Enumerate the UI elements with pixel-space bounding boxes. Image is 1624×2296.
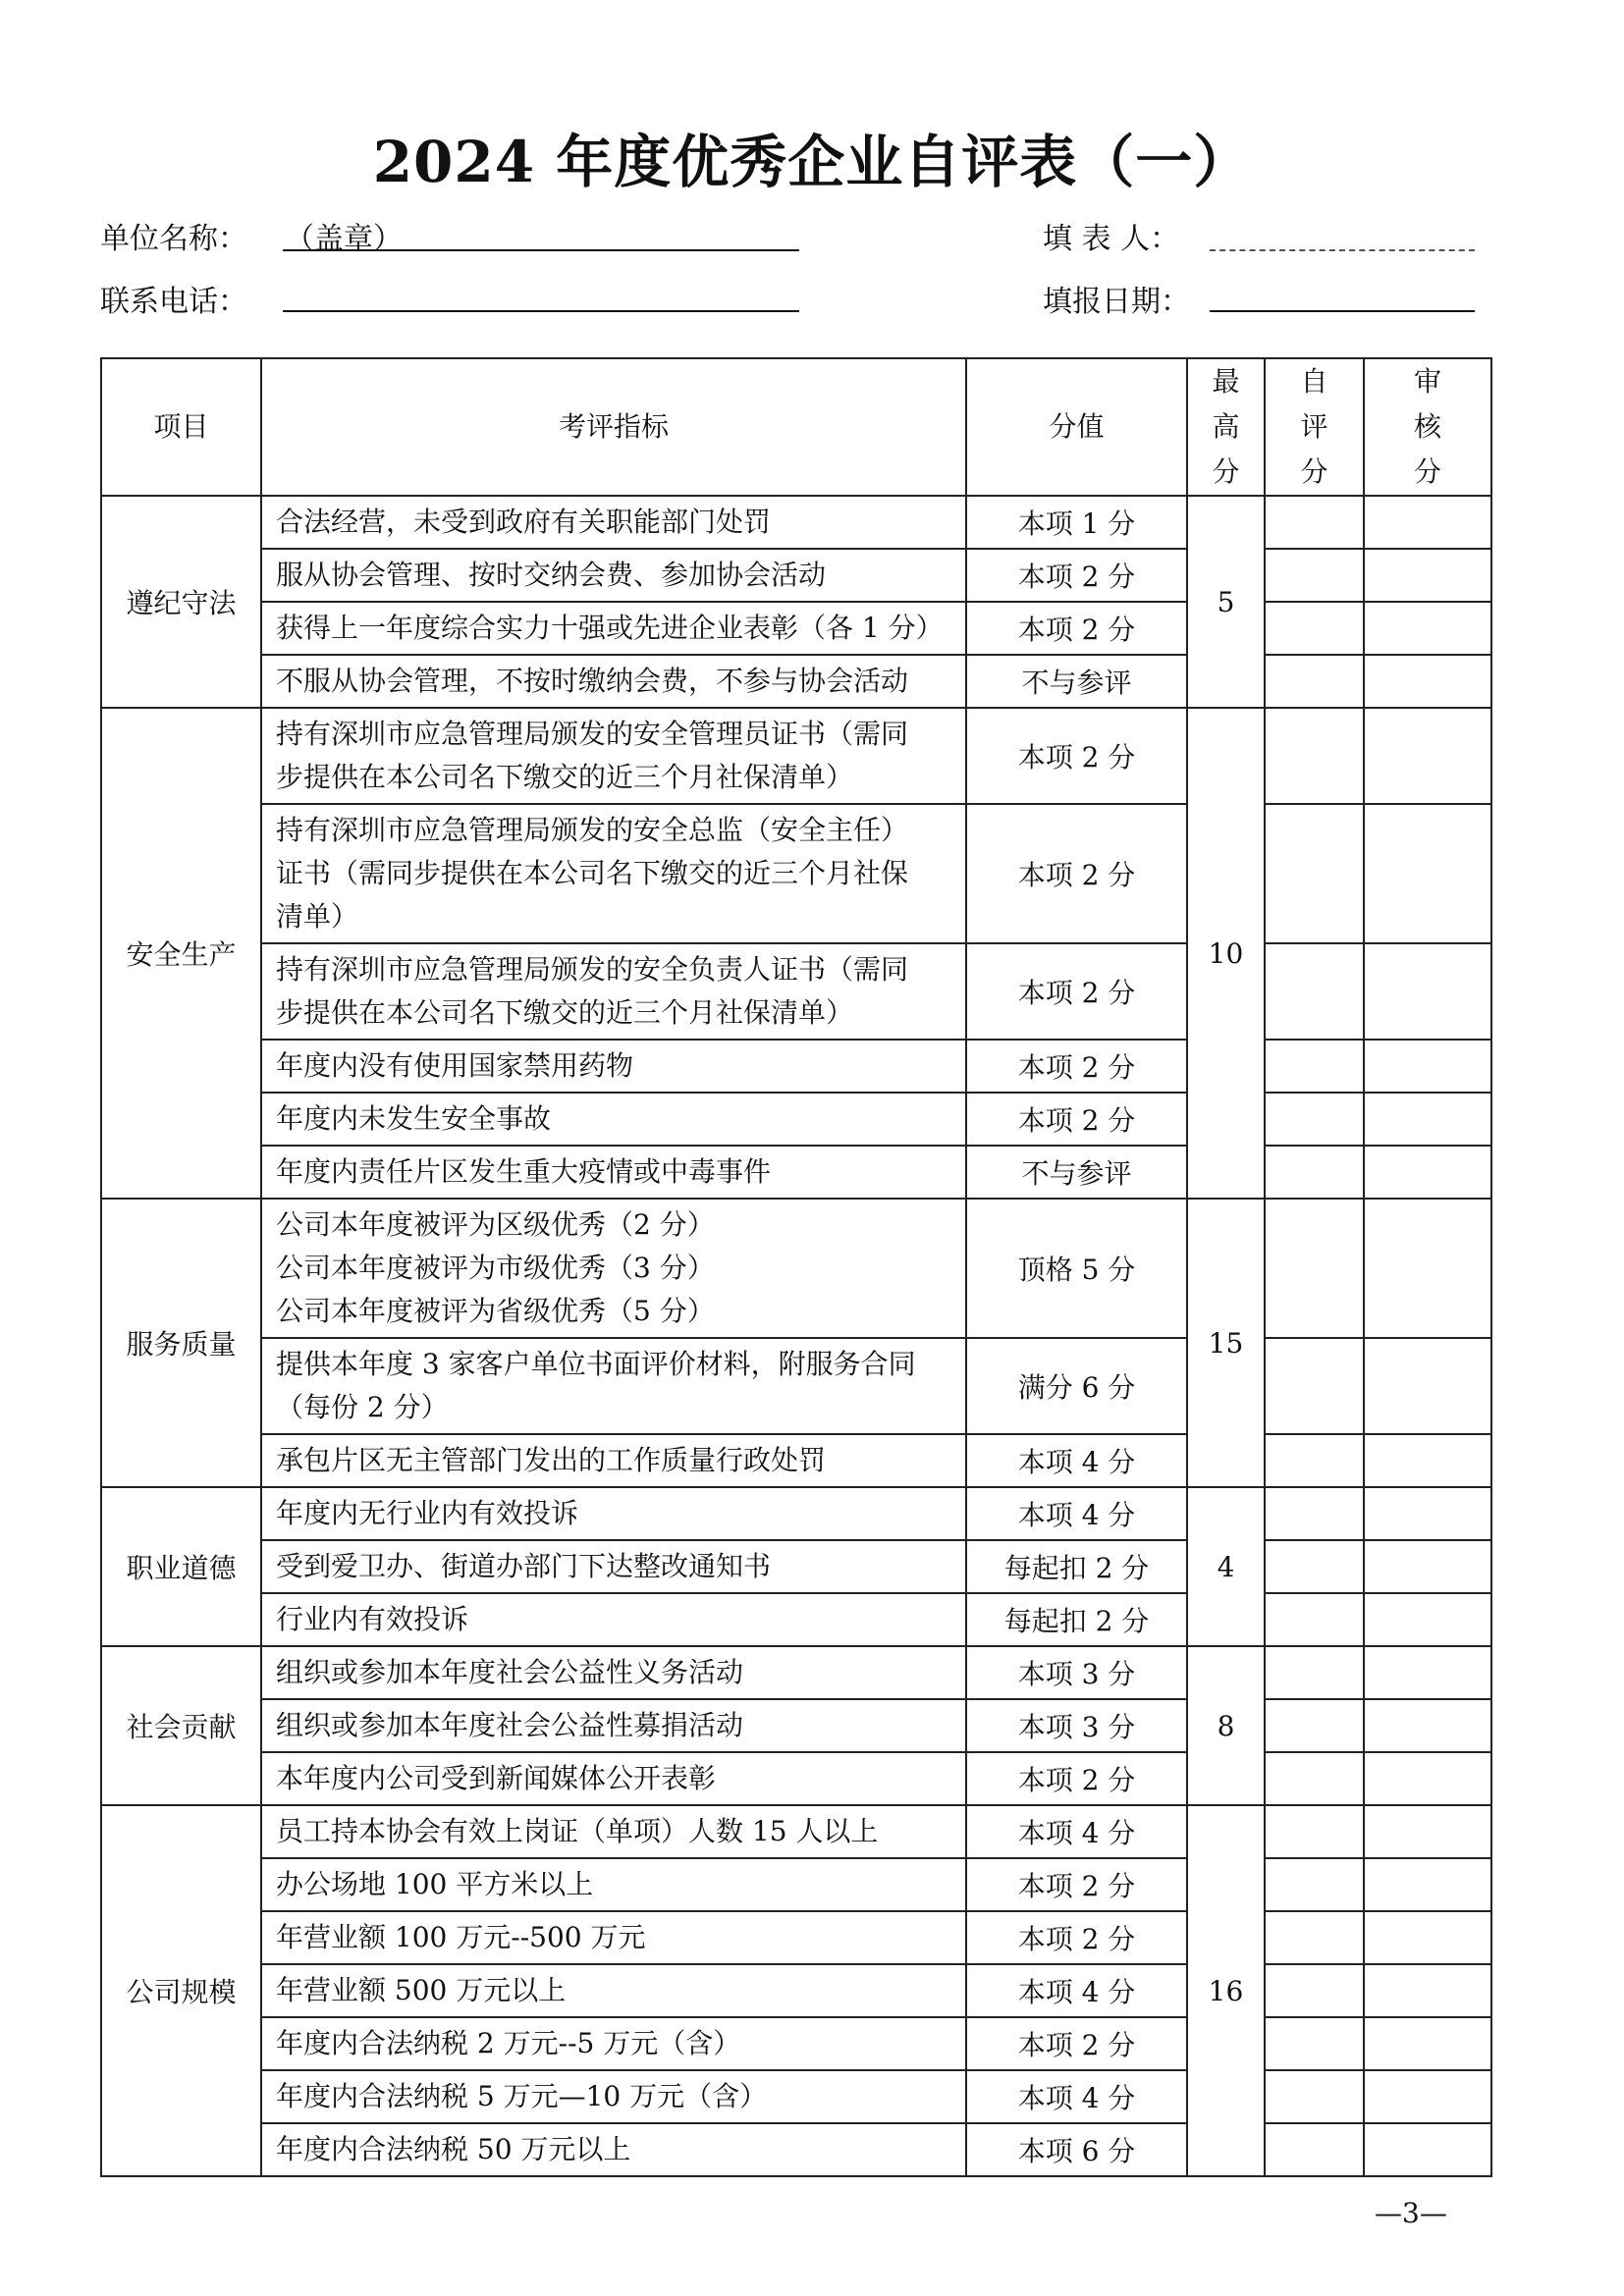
table-row [101,1699,1491,1752]
indicator-cell [261,1199,966,1338]
score-cell: 本项 2 分 [966,1911,1187,1964]
review-score-input[interactable] [1364,1646,1491,1699]
self-score-input[interactable] [1265,602,1364,655]
indicator-line: 服从协会管理、按时交纳会费、参加协会活动 [276,559,827,591]
indicator-line: 证书（需同步提供在本公司名下缴交的近三个月社保 [276,857,909,889]
review-score-input[interactable] [1364,2123,1491,2176]
table-row [101,549,1491,602]
phone-field[interactable] [283,310,799,312]
indicator-cell [261,655,966,708]
score-cell: 本项 2 分 [966,2017,1187,2070]
self-score-input[interactable] [1265,2017,1364,2070]
table-row [101,1093,1491,1146]
indicator-line: 持有深圳市应急管理局颁发的安全总监（安全主任） [276,814,909,846]
self-score-input[interactable] [1265,1805,1364,1858]
score-cell: 每起扣 2 分 [966,1593,1187,1646]
unit-name-label: 单位名称： [100,222,247,256]
table-row [101,1752,1491,1805]
score-cell: 本项 3 分 [966,1646,1187,1699]
stamp-note: （盖章） [285,222,403,256]
indicator-line: 年度内责任片区发生重大疫情或中毒事件 [276,1155,772,1188]
indicator-line: 承包片区无主管部门发出的工作质量行政处罚 [276,1444,827,1476]
review-score-input[interactable] [1364,2017,1491,2070]
self-score-input[interactable] [1265,1858,1364,1911]
self-score-input[interactable] [1265,655,1364,708]
indicator-line: 合法经营，未受到政府有关职能部门处罚 [276,506,772,538]
indicator-line: 公司本年度被评为区级优秀（2 分） [276,1208,715,1241]
review-score-input[interactable] [1364,1434,1491,1487]
self-score-input[interactable] [1265,1699,1364,1752]
section-name: 遵纪守法 [101,496,261,708]
self-score-input[interactable] [1265,1146,1364,1199]
self-score-input[interactable] [1265,549,1364,602]
indicator-cell [261,1593,966,1646]
self-score-input[interactable] [1265,708,1364,804]
indicator-line: 持有深圳市应急管理局颁发的安全管理员证书（需同 [276,718,909,750]
table-body [101,496,1491,2176]
filler-label: 填 表 人： [1043,222,1180,256]
indicator-line: 受到爱卫办、街道办部门下达整改通知书 [276,1550,772,1582]
section-name: 安全生产 [101,708,261,1199]
table-row [101,655,1491,708]
indicator-line: 清单） [276,900,359,933]
self-score-input[interactable] [1265,1338,1364,1434]
review-score-input[interactable] [1364,804,1491,943]
self-score-input[interactable] [1265,1646,1364,1699]
date-label: 填报日期： [1043,285,1190,319]
self-score-input[interactable] [1265,1752,1364,1805]
indicator-cell [261,496,966,549]
self-score-input[interactable] [1265,1540,1364,1593]
section-name: 服务质量 [101,1199,261,1487]
review-score-input[interactable] [1364,1699,1491,1752]
review-score-input[interactable] [1364,1752,1491,1805]
indicator-line: 步提供在本公司名下缴交的近三个月社保清单） [276,761,854,793]
score-cell: 本项 4 分 [966,1434,1187,1487]
self-score-input[interactable] [1265,1487,1364,1540]
col-item-header: 项目 [101,358,261,496]
table-row [101,602,1491,655]
indicator-cell [261,1093,966,1146]
review-score-input[interactable] [1364,1338,1491,1434]
score-cell: 本项 2 分 [966,804,1187,943]
indicator-line: 公司本年度被评为市级优秀（3 分） [276,1252,715,1284]
table-row [101,804,1491,943]
self-score-input[interactable] [1265,2123,1364,2176]
table-row [101,1805,1491,1858]
score-cell: 本项 6 分 [966,2123,1187,2176]
indicator-cell [261,1040,966,1093]
table-row [101,1911,1491,1964]
score-cell: 本项 3 分 [966,1699,1187,1752]
page-title: 2024 年度优秀企业自评表（一） [372,129,1252,195]
indicator-cell [261,602,966,655]
table-row [101,1646,1491,1699]
indicator-line: （每份 2 分） [276,1391,449,1423]
indicator-line: 组织或参加本年度社会公益性义务活动 [276,1656,744,1688]
self-score-input[interactable] [1265,1040,1364,1093]
table-row [101,1593,1491,1646]
indicator-cell [261,549,966,602]
self-score-input[interactable] [1265,943,1364,1040]
indicator-cell [261,1487,966,1540]
review-score-input[interactable] [1364,602,1491,655]
score-cell: 本项 2 分 [966,943,1187,1040]
table-row [101,2017,1491,2070]
col-self-header: 自 评 分 [1265,358,1364,496]
indicator-cell [261,2070,966,2123]
indicator-cell [261,2017,966,2070]
table-row [101,1964,1491,2017]
indicator-cell [261,1540,966,1593]
score-cell: 本项 2 分 [966,1040,1187,1093]
score-cell: 不与参评 [966,1146,1187,1199]
table-row [101,1487,1491,1540]
indicator-cell [261,943,966,1040]
indicator-cell [261,1434,966,1487]
indicator-line: 年度内没有使用国家禁用药物 [276,1049,634,1082]
review-score-input[interactable] [1364,1805,1491,1858]
score-cell: 本项 2 分 [966,1093,1187,1146]
review-score-input[interactable] [1364,708,1491,804]
indicator-cell [261,1858,966,1911]
review-score-input[interactable] [1364,1540,1491,1593]
indicator-line: 公司本年度被评为省级优秀（5 分） [276,1295,715,1327]
indicator-line: 年营业额 500 万元以上 [276,1974,567,2006]
review-score-input[interactable] [1364,496,1491,549]
max-score-cell: 15 [1187,1199,1265,1487]
indicator-cell [261,1964,966,2017]
self-score-input[interactable] [1265,1593,1364,1646]
section-name: 职业道德 [101,1487,261,1646]
indicator-line: 提供本年度 3 家客户单位书面评价材料，附服务合同 [276,1348,916,1380]
review-score-input[interactable] [1364,1593,1491,1646]
indicator-line: 组织或参加本年度社会公益性募捐活动 [276,1709,744,1741]
indicator-line: 年度内未发生安全事故 [276,1102,552,1135]
self-score-input[interactable] [1265,2070,1364,2123]
section-name: 公司规模 [101,1805,261,2176]
evaluation-table [100,357,1492,2177]
self-score-input[interactable] [1265,496,1364,549]
review-score-input[interactable] [1364,1199,1491,1338]
self-score-input[interactable] [1265,1964,1364,2017]
col-max-header: 最 高 分 [1187,358,1265,496]
max-score-cell: 16 [1187,1805,1265,2176]
col-indicator-header: 考评指标 [261,358,966,496]
indicator-line: 步提供在本公司名下缴交的近三个月社保清单） [276,996,854,1029]
review-score-input[interactable] [1364,1487,1491,1540]
table-row [101,2123,1491,2176]
review-score-input[interactable] [1364,1858,1491,1911]
table-row [101,1540,1491,1593]
indicator-cell [261,1146,966,1199]
indicator-line: 员工持本协会有效上岗证（单项）人数 15 人以上 [276,1815,879,1847]
indicator-cell [261,804,966,943]
page-number: —3— [1375,2197,1447,2229]
table-row [101,1146,1491,1199]
review-score-input[interactable] [1364,549,1491,602]
indicator-line: 年度内合法纳税 5 万元—10 万元（含） [276,2080,768,2112]
score-cell: 满分 6 分 [966,1338,1187,1434]
score-cell: 本项 4 分 [966,1964,1187,2017]
indicator-line: 年度内无行业内有效投诉 [276,1497,579,1529]
table-row [101,496,1491,549]
max-score-cell: 4 [1187,1487,1265,1646]
score-cell: 本项 1 分 [966,496,1187,549]
indicator-cell [261,1646,966,1699]
review-score-input[interactable] [1364,1964,1491,2017]
indicator-line: 年度内合法纳税 2 万元--5 万元（含） [276,2027,741,2059]
review-score-input[interactable] [1364,1911,1491,1964]
indicator-cell [261,2123,966,2176]
score-cell: 本项 2 分 [966,602,1187,655]
indicator-line: 本年度内公司受到新闻媒体公开表彰 [276,1762,717,1794]
score-cell: 本项 2 分 [966,1858,1187,1911]
phone-label: 联系电话： [100,285,247,319]
indicator-line: 行业内有效投诉 [276,1603,469,1635]
review-score-input[interactable] [1364,2070,1491,2123]
indicator-line: 不服从协会管理，不按时缴纳会费，不参与协会活动 [276,665,909,697]
table-row [101,1199,1491,1338]
self-score-input[interactable] [1265,1093,1364,1146]
indicator-cell [261,1752,966,1805]
score-cell: 不与参评 [966,655,1187,708]
max-score-cell: 8 [1187,1646,1265,1805]
indicator-line: 办公场地 100 平方米以上 [276,1868,594,1900]
self-score-input[interactable] [1265,1911,1364,1964]
indicator-line: 持有深圳市应急管理局颁发的安全负责人证书（需同 [276,953,909,986]
table-row [101,2070,1491,2123]
col-score-header: 分值 [966,358,1187,496]
score-cell: 本项 2 分 [966,708,1187,804]
date-field[interactable] [1210,310,1475,312]
table-row [101,1858,1491,1911]
table-row [101,1434,1491,1487]
indicator-line: 年营业额 100 万元--500 万元 [276,1921,646,1953]
review-score-input[interactable] [1364,655,1491,708]
table-row [101,943,1491,1040]
score-cell: 本项 4 分 [966,1487,1187,1540]
max-score-cell: 10 [1187,708,1265,1199]
review-score-input[interactable] [1364,943,1491,1040]
review-score-input[interactable] [1364,1146,1491,1199]
indicator-cell [261,708,966,804]
review-score-input[interactable] [1364,1093,1491,1146]
indicator-cell [261,1805,966,1858]
self-score-input[interactable] [1265,804,1364,943]
self-score-input[interactable] [1265,1434,1364,1487]
score-cell: 本项 2 分 [966,549,1187,602]
max-score-cell: 5 [1187,496,1265,708]
self-score-input[interactable] [1265,1199,1364,1338]
section-name: 社会贡献 [101,1646,261,1805]
col-review-header: 审 核 分 [1364,358,1491,496]
table-row [101,1338,1491,1434]
indicator-cell [261,1699,966,1752]
review-score-input[interactable] [1364,1040,1491,1093]
score-cell: 本项 2 分 [966,1752,1187,1805]
filler-field[interactable] [1210,249,1475,251]
indicator-line: 获得上一年度综合实力十强或先进企业表彰（各 1 分） [276,612,944,644]
score-cell: 顶格 5 分 [966,1199,1187,1338]
score-cell: 本项 4 分 [966,1805,1187,1858]
table-row [101,708,1491,804]
score-cell: 每起扣 2 分 [966,1540,1187,1593]
table-row [101,1040,1491,1093]
indicator-cell [261,1911,966,1964]
indicator-cell [261,1338,966,1434]
indicator-line: 年度内合法纳税 50 万元以上 [276,2133,631,2165]
score-cell: 本项 4 分 [966,2070,1187,2123]
unit-name-field[interactable] [283,249,799,251]
